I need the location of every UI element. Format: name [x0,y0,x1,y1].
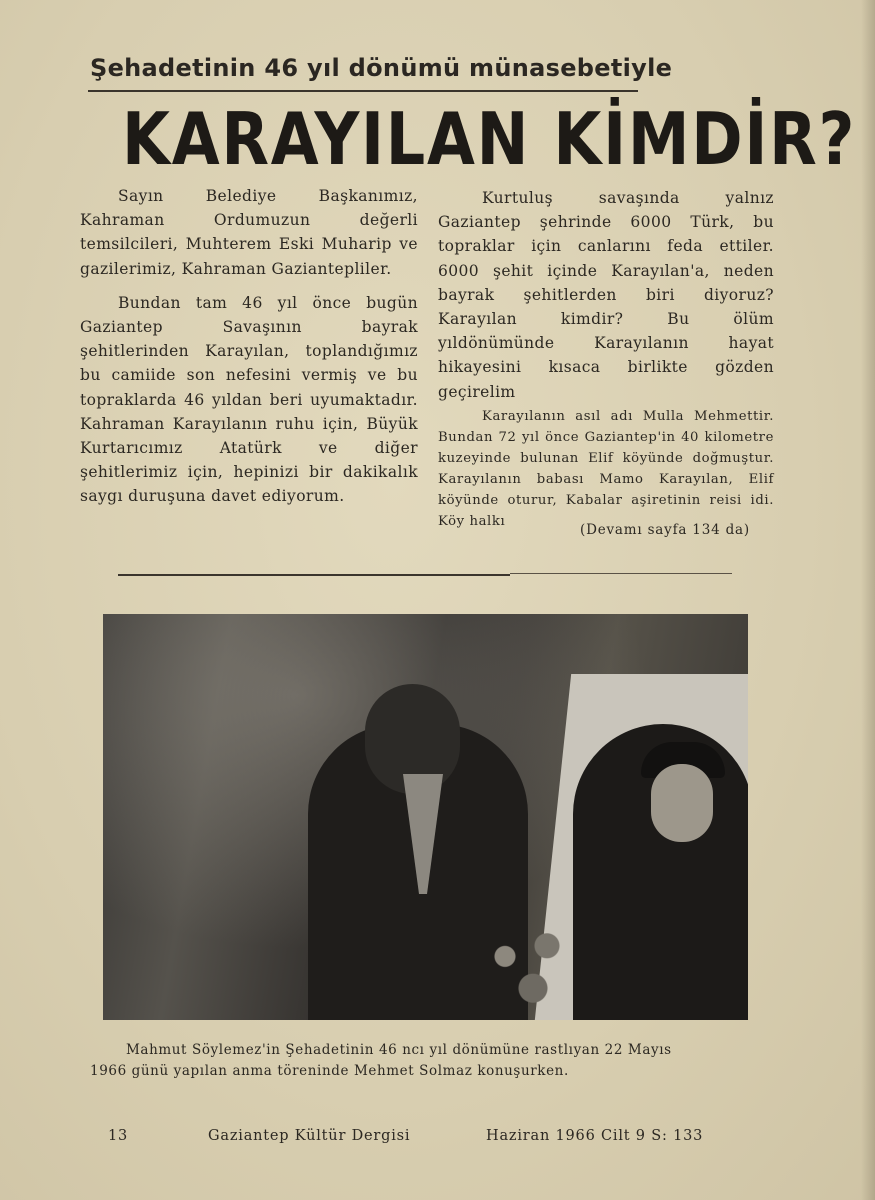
article-right-column [438,186,774,532]
footer-issue-info: Haziran 1966 Cilt 9 S: 133 [486,1128,704,1144]
photo-caption [90,1040,760,1082]
footer-magazine-name: Gaziantep Kültür Dergisi [208,1128,411,1144]
caption-line-2: 1966 günü yapılan anma töreninde Mehmet Solmaz konuşurken. [90,1063,569,1079]
article-left-column [80,184,418,519]
kicker-underline [88,90,638,92]
right-small-paragraph: Karayılanın asıl adı Mulla Mehmettir. Bundan 72 yıl önce Gaziantep'in 40 kilometre kuzeyinde bulunan Elif köyünde doğmuştur. Karayılanın babası Mamo Karayılan, Elif köyünde oturur, Kabalar aşiretinin reisi idi. Köy halkı [438,408,774,529]
right-paragraph: Kurtuluş savaşında yalnız Gaziantep şehrinde 6000 Türk, bu topraklar için canlarını feda ettiler. 6000 şehit içinde Karayılan'a, neden bayrak şehitlerden biri diyoruz? Karayılan kimdir? Bu ölüm yıldönümünde Karayılanın hayat hikayesini kısaca birlikte gözden geçirelim [438,189,774,401]
left-paragraph-2: Bundan tam 46 yıl önce bugün Gaziantep Savaşının bayrak şehitlerinden Karayılan, toplandığımız bu camiide son nefesini vermiş ve bu topraklarda 46 yıldan beri uyumaktadır. Kahraman Karayılanın ruhu için, Büyük Kurtarıcımız Atatürk ve diğer şehitlerimiz için, hepinizi bir dakikalık saygı duruşuna davet ediyorum. [80,293,418,506]
page-edge-shadow [861,0,875,1200]
left-paragraph-1: Sayın Belediye Başkanımız, Kahraman Ordumuzun değerli temsilcileri, Muhterem Eski Muharip ve gazilerimiz, Kahraman Gaziantepliler. [80,187,418,278]
flowers [463,914,603,1020]
portrait-face [651,764,713,842]
section-divider-right [510,573,732,574]
section-divider-left [118,574,510,576]
ceremony-photo [103,614,748,1020]
footer-page-number: 13 [108,1128,129,1144]
continued-note: (Devamı sayfa 134 da) [580,522,750,538]
kicker-title: Şehadetinin 46 yıl dönümü münasebetiyle [90,54,673,82]
caption-line-1: Mahmut Söylemez'in Şehadetinin 46 ncı yıl dönümüne rastlıyan 22 Mayıs [126,1042,672,1058]
headline: KARAYILAN KİMDİR? [122,97,857,181]
